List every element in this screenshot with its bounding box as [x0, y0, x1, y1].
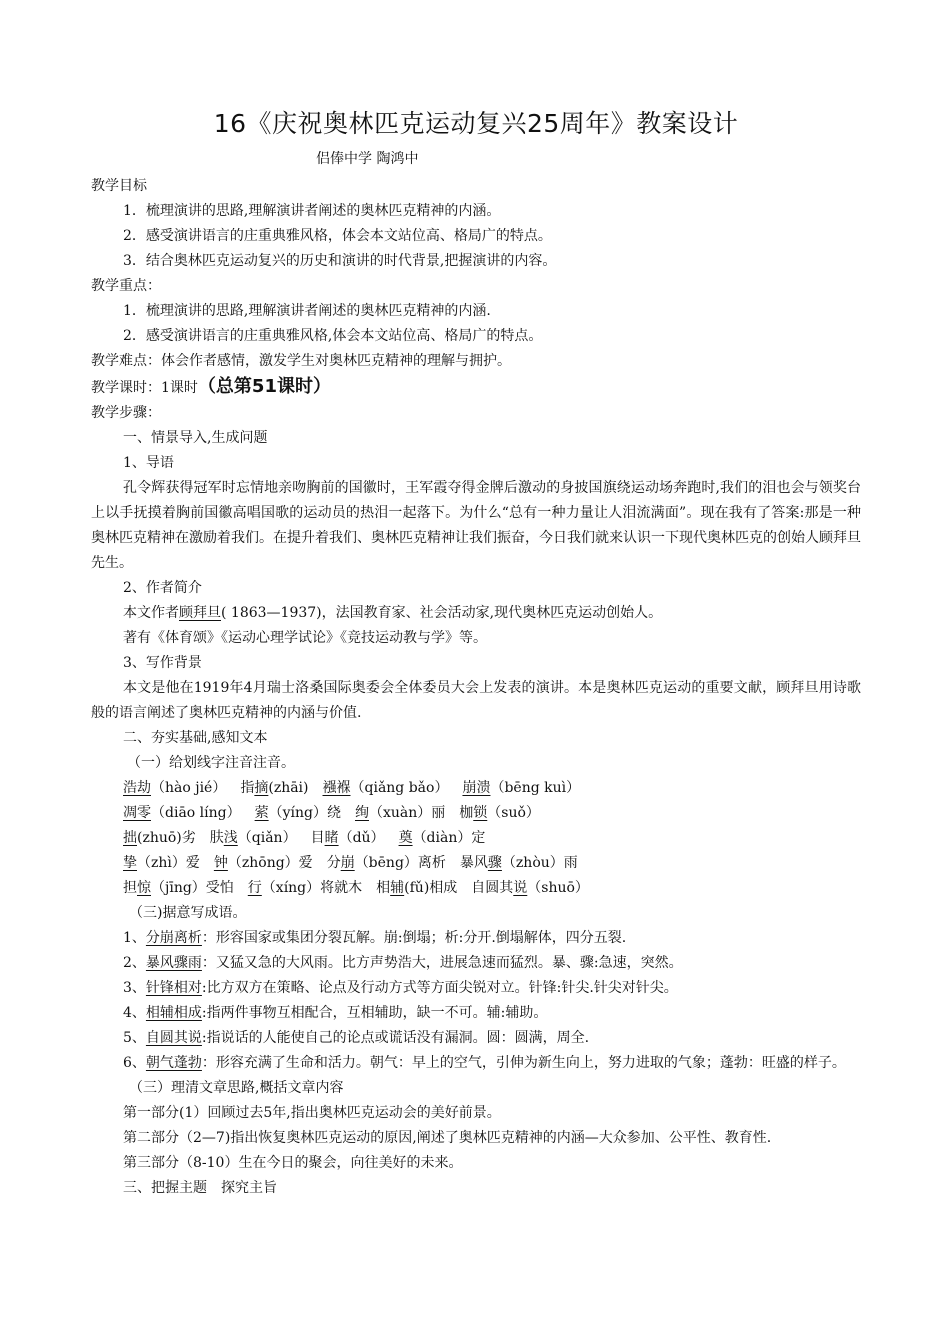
pinyin-word: 崩	[340, 855, 355, 871]
section-1-heading: 一、情景导入,生成问题	[123, 430, 268, 446]
idiom-definition: ：又猛又急的大风雨。比方声势浩大，进展急速而猛烈。暴、骤:急速，突然。	[201, 955, 683, 971]
pinyin-item	[460, 855, 578, 871]
structure-part: 第一部分(1）回顾过去5年,指出奥林匹克运动会的美好前景。	[123, 1105, 501, 1121]
section-2-heading: 二、夯实基础,感知文本	[123, 730, 268, 746]
pinyin-word: 奠	[398, 830, 413, 846]
pinyin-word: 拙	[123, 830, 137, 846]
idiom-item	[91, 976, 861, 1001]
idiom-number: 2、	[123, 955, 146, 971]
pinyin-reading: （qiǎn）	[237, 830, 297, 846]
pinyin-subheading: （一）给划线字注音注音。	[127, 755, 295, 771]
steps-heading: 教学步骤：	[91, 405, 161, 421]
author-line: 侣俸中学 陶鸿中	[316, 151, 419, 167]
idiom-definition: :指说话的人能使自己的论点或谎话没有漏洞。圆：圆满，周全.	[201, 1030, 590, 1046]
intro-heading: 1、导语	[123, 455, 174, 471]
idiom-item	[91, 951, 861, 976]
difficulty-line: 教学难点：体会作者感情，激发学生对奥林匹克精神的理解与拥护。	[91, 353, 511, 369]
section-3-heading: 三、把握主题 探究主旨	[123, 1180, 277, 1196]
author-intro-prefix: 本文作者	[123, 605, 179, 621]
pinyin-reading: （zhì）爱	[137, 855, 200, 871]
pinyin-item	[471, 880, 589, 896]
idiom-word: 针锋相对	[145, 980, 202, 996]
pinyin-row	[91, 826, 861, 851]
pinyin-word: 凋零	[123, 805, 151, 821]
pinyin-reading: （bēng）离析	[354, 855, 446, 871]
idiom-number: 3、	[123, 980, 146, 996]
pinyin-reading: （qiǎng bǎo）	[350, 780, 449, 796]
pinyin-word: 钟	[213, 855, 228, 871]
pinyin-prefix: 暴风	[459, 855, 488, 871]
idiom-item	[91, 1051, 861, 1076]
pinyin-item	[123, 780, 226, 796]
pinyin-item	[311, 830, 385, 846]
pinyin-word: 说	[513, 880, 528, 896]
pinyin-item	[240, 780, 308, 796]
pinyin-word: 崩溃	[462, 780, 491, 796]
pinyin-reading: （shuō）	[527, 880, 589, 896]
pinyin-reading: （dǔ）	[338, 830, 385, 846]
goals-heading: 教学目标	[91, 178, 147, 194]
pinyin-prefix: 相	[376, 880, 391, 896]
pinyin-word: 睹	[324, 830, 339, 846]
idiom-item	[91, 926, 861, 951]
pinyin-list	[91, 776, 861, 901]
focus-item: 1．梳理演讲的思路,理解演讲者阐述的奥林匹克精神的内涵.	[123, 303, 491, 319]
pinyin-prefix: 分	[326, 855, 341, 871]
structure-part: 第三部分（8-10）生在今日的聚会，向往美好的未来。	[123, 1155, 463, 1171]
pinyin-prefix: 枷	[459, 805, 474, 821]
idiom-list	[91, 926, 861, 1076]
pinyin-reading: （xíng）将就木	[261, 880, 363, 896]
goal-item: 1．梳理演讲的思路,理解演讲者阐述的奥林匹克精神的内涵。	[123, 203, 501, 219]
author-name: 顾拜旦	[179, 605, 221, 621]
pinyin-word: 浅	[223, 830, 238, 846]
pinyin-word: 锁	[473, 805, 488, 821]
pinyin-reading: （diàn）定	[412, 830, 486, 846]
pinyin-reading: (zhuō)劣	[137, 830, 196, 846]
pinyin-row	[91, 876, 861, 901]
pinyin-item	[210, 830, 297, 846]
pinyin-reading: (zhāi)	[268, 780, 309, 796]
goal-item: 2．感受演讲语言的庄重典雅风格，体会本文站位高、格局广的特点。	[123, 228, 552, 244]
pinyin-item	[123, 805, 241, 821]
hours-label: 教学课时：1课时	[91, 380, 198, 396]
author-intro-line	[91, 601, 861, 626]
pinyin-item	[248, 880, 362, 896]
pinyin-reading: （yíng）绕	[268, 805, 341, 821]
background-heading: 3、写作背景	[123, 655, 202, 671]
pinyin-word: 挚	[123, 855, 137, 871]
pinyin-reading: （jīng）受怕	[151, 880, 234, 896]
pinyin-item	[323, 780, 449, 796]
idiom-word: 暴风骤雨	[145, 955, 202, 971]
author-intro-heading: 2、作者简介	[123, 580, 202, 596]
pinyin-word: 骤	[487, 855, 502, 871]
background-paragraph: 本文是他在1919年4月瑞士洛桑国际奥委会全体委员大会上发表的演讲。本是奥林匹克运动的重要文献，顾拜旦用诗歌般的语言阐述了奥林匹克精神的内涵与价值.	[91, 680, 861, 721]
idiom-subheading: （三)据意写成语。	[129, 905, 247, 921]
idiom-word: 自圆其说	[145, 1030, 202, 1046]
focus-heading: 教学重点：	[91, 278, 161, 294]
pinyin-item	[399, 830, 486, 846]
idiom-number: 6、	[123, 1055, 146, 1071]
author-intro-suffix: ( 1863—1937)，法国教育家、社会活动家,现代奥林匹克运动创始人。	[221, 605, 663, 621]
idiom-number: 1、	[123, 930, 146, 946]
hours-total: （总第51课时）	[197, 376, 331, 397]
pinyin-reading: （bēng kuì）	[490, 780, 581, 796]
document-page	[91, 104, 861, 1201]
pinyin-prefix: 目	[310, 830, 325, 846]
structure-part: 第二部分（2—7)指出恢复奥林匹克运动的原因,阐述了奥林匹克精神的内涵—大众参加、公平性、教育性.	[123, 1130, 772, 1146]
pinyin-row	[91, 776, 861, 801]
pinyin-item	[123, 855, 200, 871]
pinyin-reading: （xuàn）丽	[368, 805, 446, 821]
idiom-definition: :比方双方在策略、论点及行动方式等方面尖锐对立。针锋:针尖.针尖对针尖。	[201, 980, 678, 996]
idiom-number: 4、	[123, 1005, 146, 1021]
idiom-item	[91, 1026, 861, 1051]
idiom-word: 相辅相成	[145, 1005, 202, 1021]
pinyin-item	[459, 805, 540, 821]
pinyin-prefix: 担	[123, 880, 137, 896]
pinyin-reading: （hào jié）	[151, 780, 227, 796]
pinyin-reading: (fǔ)相成	[404, 880, 458, 896]
pinyin-word: 辅	[390, 880, 405, 896]
idiom-word: 分崩离析	[145, 930, 202, 946]
idiom-item	[91, 1001, 861, 1026]
pinyin-word: 浩劫	[123, 780, 151, 796]
goal-item: 3．结合奥林匹克运动复兴的历史和演讲的时代背景,把握演讲的内容。	[123, 253, 557, 269]
idiom-definition: ：形容充满了生命和活力。朝气：早上的空气，引伸为新生向上，努力进取的气象；蓬勃：旺盛的样子。	[201, 1055, 846, 1071]
pinyin-word: 惊	[137, 880, 151, 896]
author-works: 著有《体育颂》《运动心理学试论》《竞技运动教与学》等。	[123, 630, 487, 646]
pinyin-item	[376, 880, 457, 896]
pinyin-prefix: 肤	[209, 830, 224, 846]
pinyin-item	[123, 830, 196, 846]
idiom-definition: :指两件事物互相配合，互相辅助，缺一不可。辅:辅助。	[201, 1005, 548, 1021]
focus-item: 2．感受演讲语言的庄重典雅风格,体会本文站位高、格局广的特点。	[123, 328, 543, 344]
pinyin-item	[255, 805, 341, 821]
pinyin-item	[123, 880, 234, 896]
intro-paragraph: 孔令辉获得冠军时忘情地亲吻胸前的国徽时，王军霞夺得金牌后激动的身披国旗绕运动场奔跑时,我们的泪也会与领奖台上以手抚摸着胸前国徽高唱国歌的运动员的热泪一起落下。为什么“总有一种力量让人泪流满面”。现在我有了答案:那是一种奥林匹克精神在激励着我们。在提升着我们、奥林匹克精神让我们振奋，今日我们就来认识一下现代奥林匹克的创始人顾拜旦先生。	[91, 480, 861, 571]
idiom-word: 朝气蓬勃	[145, 1055, 202, 1071]
pinyin-reading: （zhòu）雨	[501, 855, 578, 871]
idiom-number: 5、	[123, 1030, 146, 1046]
pinyin-item	[355, 805, 445, 821]
pinyin-reading: （suǒ）	[487, 805, 540, 821]
pinyin-word: 摘	[254, 780, 269, 796]
hours-line	[91, 374, 861, 401]
pinyin-item	[214, 855, 313, 871]
pinyin-word: 襁褓	[322, 780, 351, 796]
pinyin-item	[327, 855, 446, 871]
pinyin-reading: （diāo líng）	[151, 805, 241, 821]
pinyin-word: 行	[247, 880, 262, 896]
pinyin-word: 绚	[354, 805, 369, 821]
pinyin-reading: （zhōng）爱	[227, 855, 313, 871]
idiom-definition: ：形容国家或集团分裂瓦解。崩:倒塌；析:分开.倒塌解体，四分五裂.	[201, 930, 627, 946]
structure-subheading: （三）理清文章思路,概括文章内容	[129, 1080, 344, 1096]
pinyin-row	[91, 801, 861, 826]
pinyin-prefix: 自圆其	[471, 880, 514, 896]
pinyin-item	[462, 780, 580, 796]
pinyin-word: 萦	[254, 805, 269, 821]
page-title: 16《庆祝奥林匹克运动复兴25周年》教案设计	[213, 109, 739, 138]
pinyin-prefix: 指	[240, 780, 255, 796]
pinyin-row	[91, 851, 861, 876]
